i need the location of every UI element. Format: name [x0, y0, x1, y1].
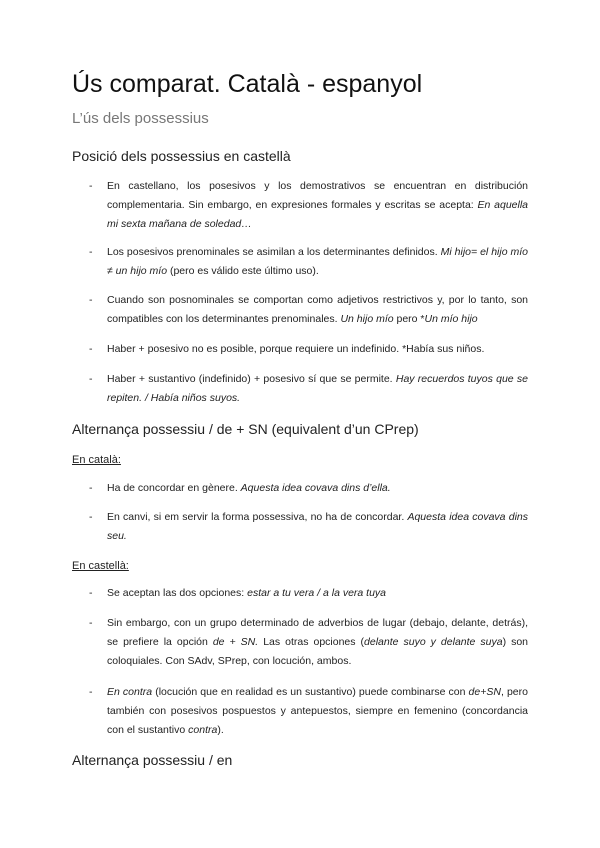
text-run: ).: [217, 724, 224, 736]
text-run: En castellano, los posesivos y los demostrativos se encuentran en distribución complementaria. Sin embargo, en expresiones formales y escritas se acepta:: [107, 180, 528, 211]
example-italic: Aquesta idea covava dins seu.: [107, 511, 528, 542]
text-run: Las otras opciones (: [258, 636, 365, 648]
bullet-dash: -: [89, 617, 93, 629]
list-item: [90, 584, 528, 603]
example-italic: Hay recuerdos tuyos que se repiten. / Había niños suyos.: [107, 373, 528, 404]
list-item-text: [107, 340, 528, 359]
list-item: [90, 177, 528, 234]
example-italic: En aquella mi sexta mañana de soledad…: [107, 199, 529, 230]
list-item-text: [107, 683, 528, 740]
example-italic: delante suyo y delante suya: [364, 636, 503, 648]
example-italic: estar a tu vera / a la vera tuya: [247, 587, 387, 599]
text-run: pero *: [393, 313, 425, 325]
list-item: [90, 291, 528, 329]
subheading-castella: En castellà:: [72, 560, 129, 572]
list-item-text: [107, 614, 528, 671]
list-item: [90, 683, 528, 740]
bullet-dash: -: [89, 246, 93, 258]
list-item: [90, 614, 528, 671]
example-italic: contra: [188, 724, 218, 736]
list-item-text: [107, 508, 528, 546]
example-italic: Un mío hijo: [424, 313, 478, 325]
bullet-dash: -: [89, 587, 93, 599]
text-run: Sin embargo, con un grupo determinado de adverbios de lugar (debajo, delante, detrás), se prefiere la opción: [107, 617, 528, 648]
text-run: (pero es válido este último uso).: [167, 265, 319, 277]
bullet-dash: -: [89, 511, 93, 523]
example-italic: de+SN: [468, 686, 501, 698]
document-title: Ús comparat. Català - espanyol: [72, 70, 423, 98]
bullet-dash: -: [89, 180, 93, 192]
section-heading-alternanca-de: Alternança possessiu / de + SN (equivalent d’un CPrep): [72, 421, 419, 437]
list-item-text: [107, 177, 528, 234]
example-italic: de + SN.: [212, 636, 259, 648]
list-item: [90, 479, 528, 498]
section-heading-alternanca-en: Alternança possessiu / en: [72, 752, 233, 768]
list-item-text: [107, 291, 528, 329]
text-run: ) son coloquiales. Con SAdv, SPrep, con locución, ambos.: [107, 636, 529, 667]
bullet-dash: -: [89, 343, 93, 355]
text-run: (locución que en realidad es un sustantivo) puede combinarse con: [152, 686, 469, 698]
list-item: [90, 370, 528, 408]
list-item-text: [107, 479, 528, 498]
subheading-catala: En català:: [72, 454, 121, 466]
bullet-dash: -: [89, 482, 93, 494]
example-italic: Un hijo mío: [340, 313, 394, 325]
section-heading-posicio: Posició dels possessius en castellà: [72, 148, 291, 164]
list-item: [90, 340, 528, 359]
text-run: Los posesivos prenominales se asimilan a los determinantes definidos.: [107, 246, 441, 258]
text-run: Ha de concordar en gènere.: [107, 482, 241, 494]
bullet-dash: -: [89, 686, 93, 698]
bullet-dash: -: [89, 373, 93, 385]
text-run: , pero también con posesivos pospuestos y antepuestos, siempre en femenino (concordancia con el sustantivo: [107, 686, 528, 736]
text-run: Se aceptan las dos opciones:: [107, 587, 248, 599]
text-run: Haber + posesivo no es posible, porque requiere un indefinido. *Había sus niños.: [107, 343, 485, 355]
list-item-text: [107, 584, 528, 603]
list-item-text: [107, 370, 528, 408]
text-run: En canvi, si em servir la forma possessiva, no ha de concordar.: [107, 511, 408, 523]
list-item-text: [107, 243, 528, 281]
text-run: Cuando son posnominales se comportan como adjetivos restrictivos y, por lo tanto, son compatibles con los determinantes prenominales.: [107, 294, 528, 325]
list-item: [90, 243, 528, 281]
example-italic: Mi hijo= el hijo mío ≠ un hijo mío: [107, 246, 529, 277]
example-italic: Aquesta idea covava dins d’ella.: [240, 482, 391, 494]
bullet-dash: -: [89, 294, 93, 306]
list-item: [90, 508, 528, 546]
document-subtitle: L’ús dels possessius: [72, 110, 209, 127]
example-italic: En contra: [107, 686, 153, 698]
text-run: Haber + sustantivo (indefinido) + posesivo sí que se permite.: [107, 373, 396, 385]
